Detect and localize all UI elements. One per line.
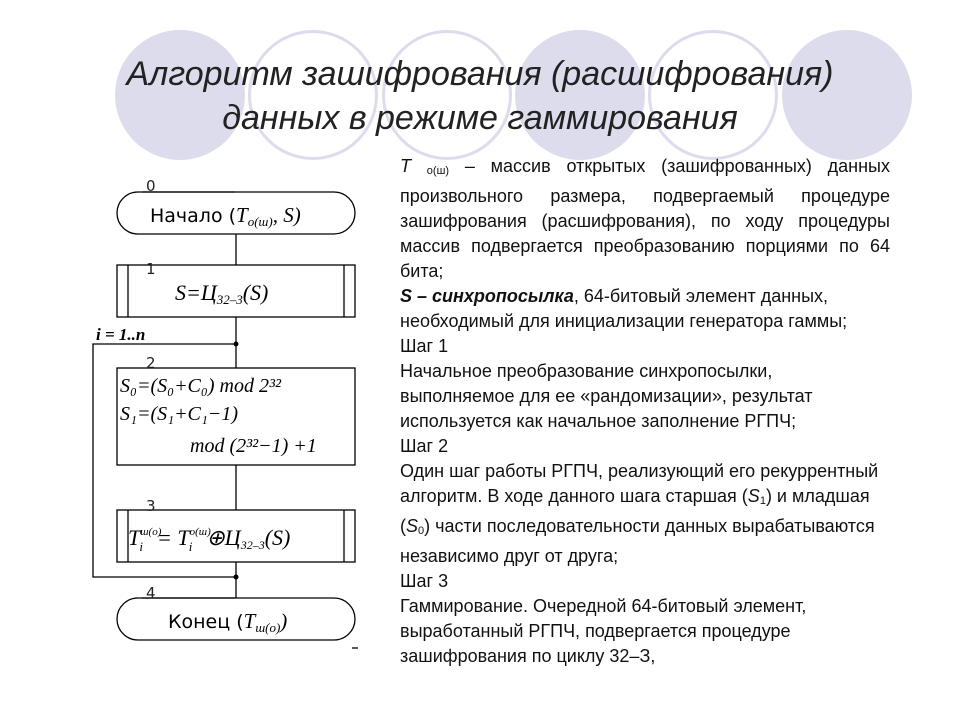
junction-dot-bottom [234,575,239,580]
start-label: Начало ($T_{о(ш)}$, S) [150,203,301,229]
s-definition [400,284,890,334]
formula-step-3: $T^{ш(о)}$ $i = T^{о(ш)}$ i ⊕Ц32–3(S) [128,525,291,554]
description-text [400,154,890,669]
step3-title: Шаг 3 [400,571,449,591]
step-number-1: 1 [146,260,156,278]
t-sub: о(ш) [426,165,450,177]
step3-text: Гаммирование. Очередной 64-битовый элемент, выработанный РГПЧ, подвергается процедуре зашифрования по циклу 32–З, [400,596,807,666]
step-number-0: 0 [146,177,156,195]
flowchart [0,0,400,720]
formula-step-2-line-1: S₀=(S₀+C₀) mod 2³² [120,375,281,397]
end-label: Конец $(T_{ш(о)})$ [168,609,288,635]
step1-title: Шаг 1 [400,336,449,356]
step2-text: Один шаг работы РГПЧ, реализующий его рекуррентный алгоритм. В ходе данного шага старшая (S1) и младшая (S0) части последовательности данных вырабатываются независимо друг от друга; [400,461,879,566]
junction-dot-top [234,342,239,347]
title-line-2: данных в режиме гаммирования [222,99,738,137]
s-var: S [400,286,413,306]
t-var: T [400,156,411,176]
formula-step-1: S=Ц32–3(S) [175,280,269,307]
loop-label: i = 1..n [96,325,146,344]
step1-text: Начальное преобразование синхропосылки, выполняемое для ее «рандомизации», результат используется как начальное заполнение РГПЧ; [400,361,813,431]
formula-step-2-line-3: mod (2³²−1) +1 [190,435,317,457]
formula-step-2-line-2: S₁=(S₁+C₁−1) [120,403,239,425]
s-bold: – синхропосылка [417,286,574,306]
step-number-3: 3 [146,497,156,515]
s-text: , 64-битовый элемент данных, необходимый для инициализации генератора гаммы; [400,286,848,331]
step-number-4: 4 [146,584,156,602]
t-definition [400,154,890,284]
t-text: – массив открытых (зашифрованных) данных произвольного размера, подвергаемый процедуре зашифрования (расшифрования), по ходу процедуры массив подвергается преобразованию порциями по 64 бита; [400,156,890,281]
title-line-1: Алгоритм зашифрования (расшифрования) [126,55,834,93]
step-number-2: 2 [146,354,156,372]
step2-title: Шаг 2 [400,436,449,456]
